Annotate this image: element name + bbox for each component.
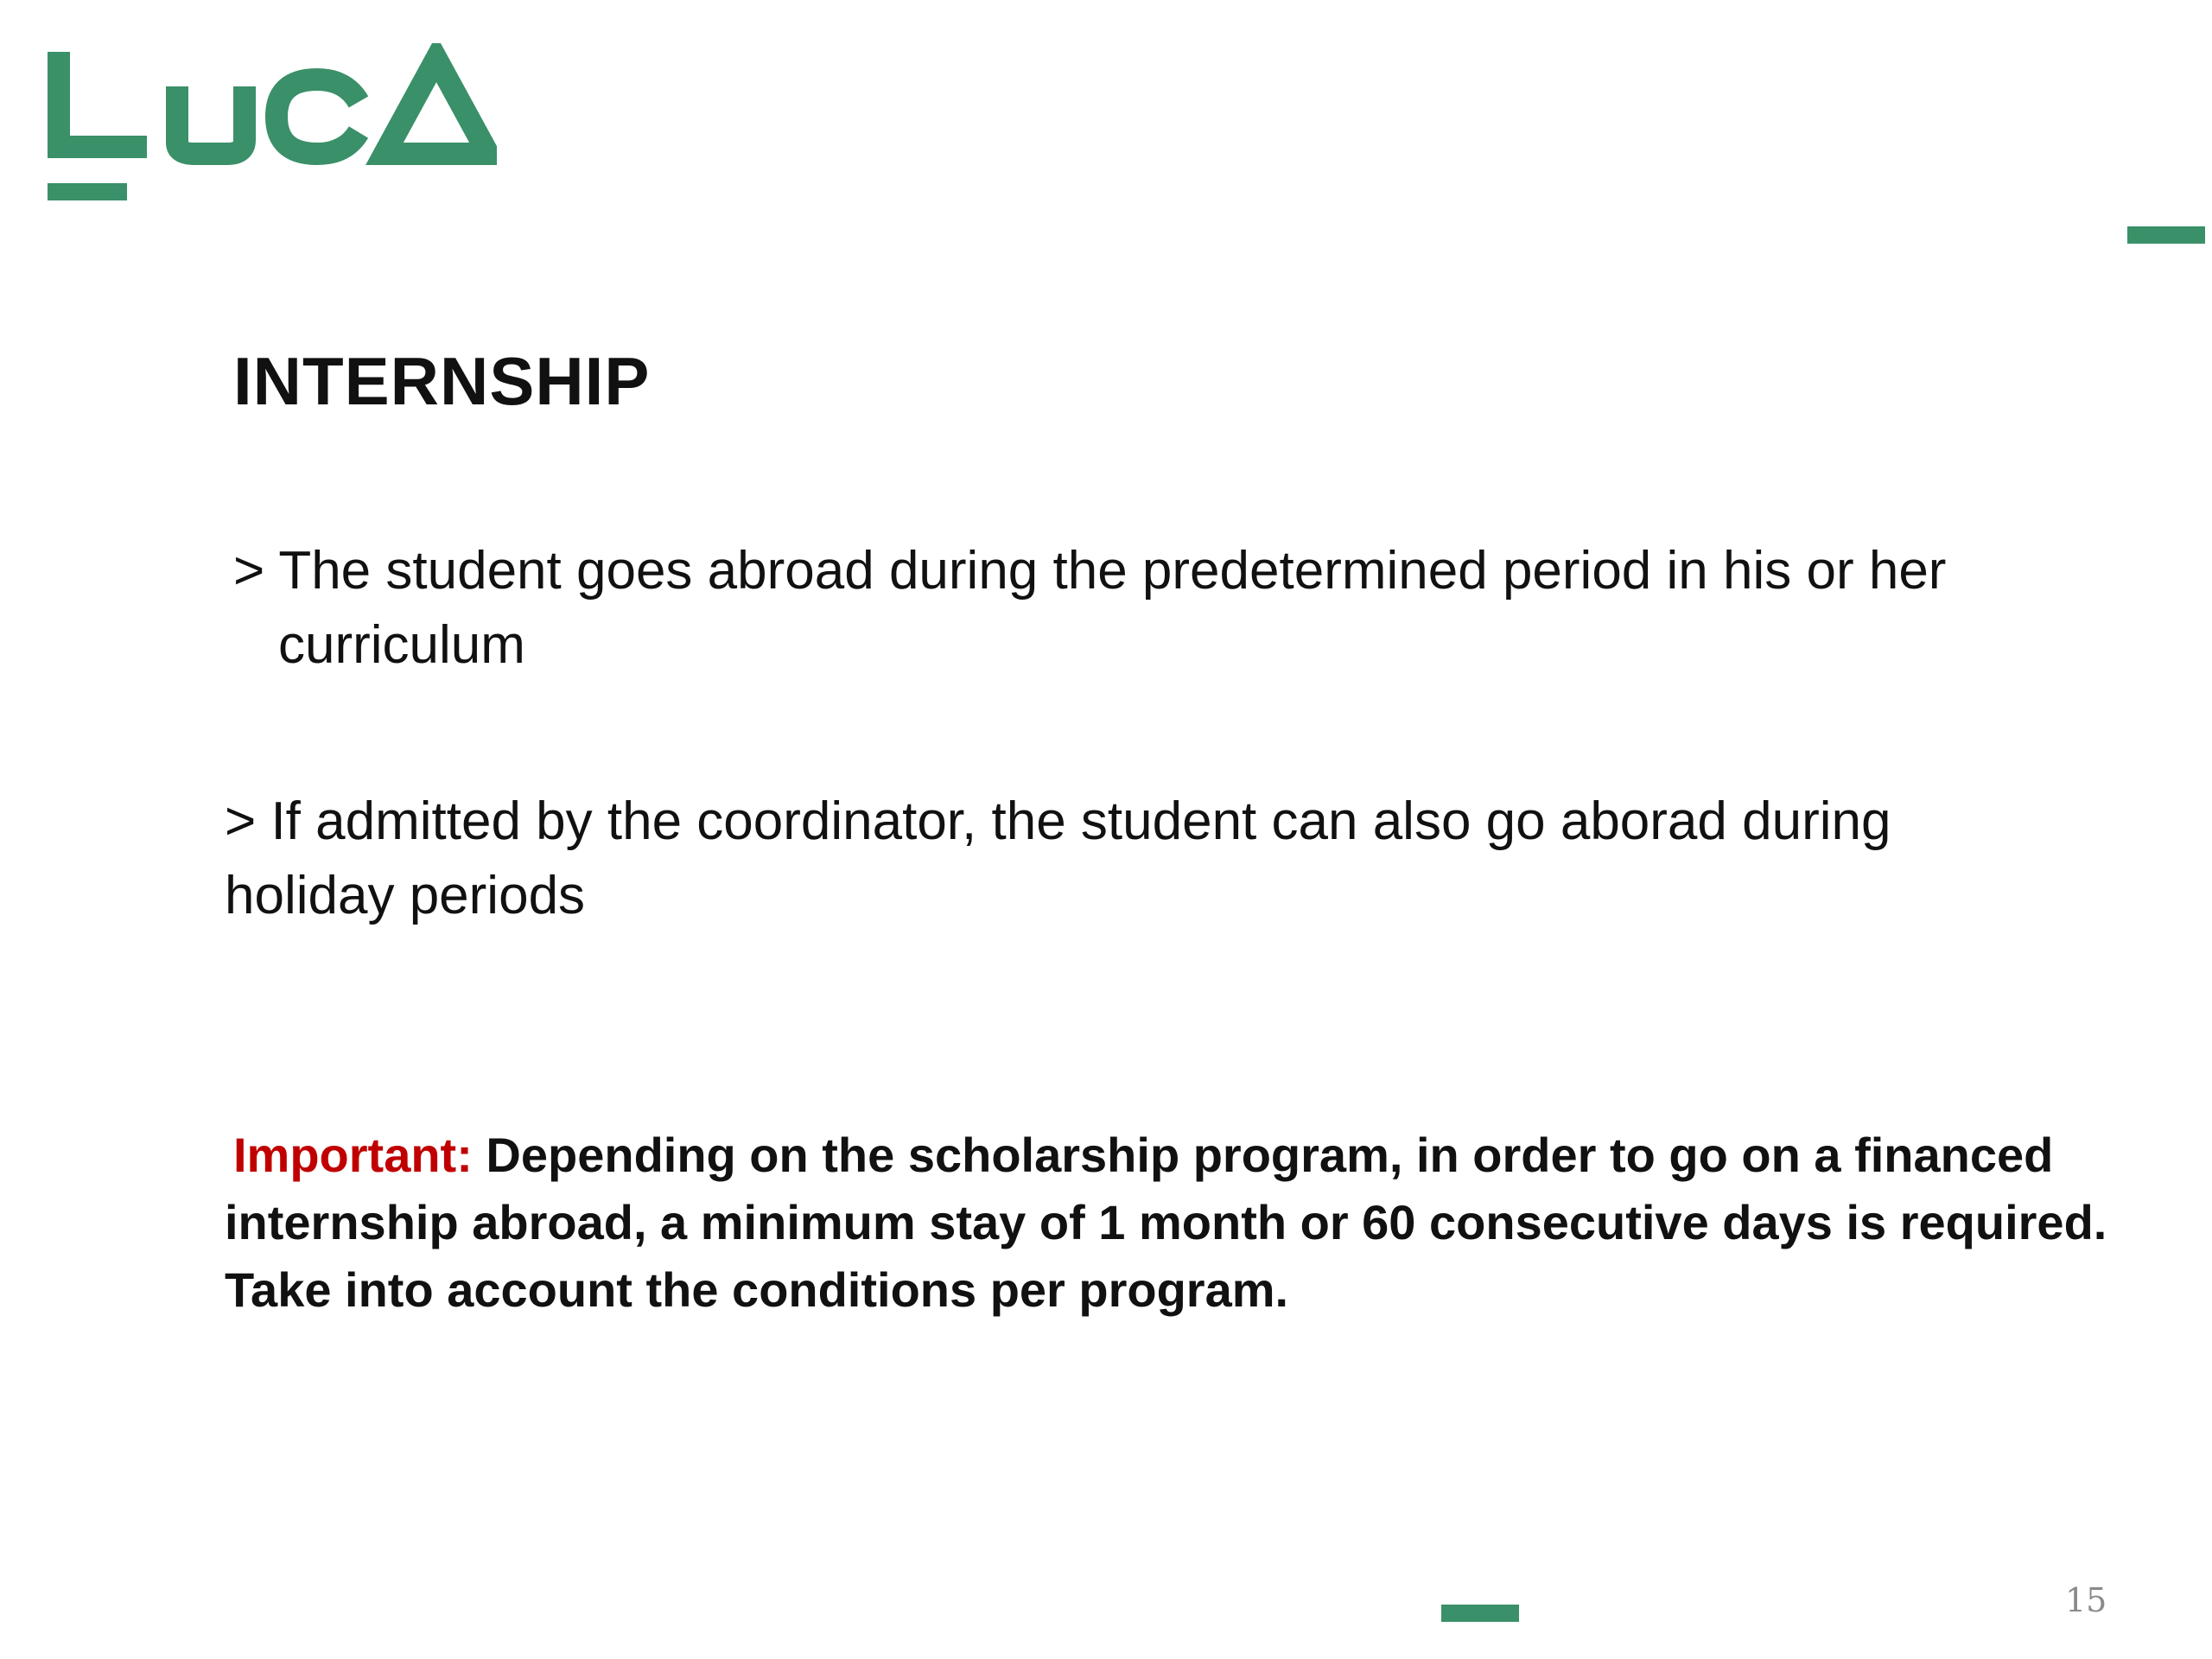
accent-bar-bottom bbox=[1441, 1605, 1519, 1622]
bullet-marker: > bbox=[233, 541, 265, 601]
slide-title: INTERNSHIP bbox=[233, 343, 651, 419]
important-text: Depending on the scholarship program, in order to go on a financed internship abroad, a minimum stay of 1 month or 60 consecutive days is required. Take into account the conditions per program. bbox=[225, 1128, 2107, 1317]
accent-bar-top-right bbox=[2127, 226, 2205, 244]
important-note bbox=[225, 1122, 2126, 1324]
luca-logo bbox=[48, 43, 497, 207]
bullet-point bbox=[225, 785, 2039, 933]
important-label: Important: bbox=[233, 1128, 473, 1182]
page-number: 15 bbox=[2065, 1581, 2107, 1619]
bullet-text: The student goes abroad during the predetermined period in his or her curriculum bbox=[278, 541, 1947, 675]
bullet-point bbox=[233, 534, 2050, 683]
bullet-marker: > bbox=[225, 791, 257, 851]
bullet-text: If admitted by the coordinator, the student can also go aborad during holiday periods bbox=[225, 791, 1891, 925]
